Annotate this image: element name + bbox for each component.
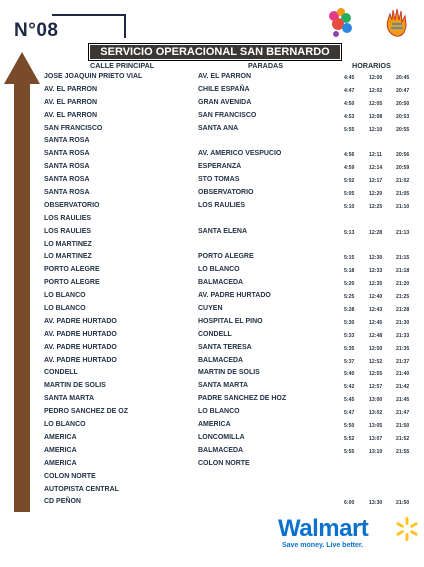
time-morning-cell: 5:33 [344,332,355,339]
time-midday-cell: 12:50 [369,345,383,352]
walmart-logo [278,515,418,555]
table-row [44,407,424,420]
time-morning-cell: 5:18 [344,268,355,275]
schedule-table [44,72,424,510]
time-evening-cell: 21:37 [396,358,410,365]
time-midday-cell: 12:05 [369,100,383,107]
time-evening-cell: 21:40 [396,371,410,378]
time-morning-cell: 4:53 [344,113,355,120]
street-cell: CD PEÑON [44,498,81,506]
stop-cell: SANTA ELENA [198,227,247,235]
table-row [44,446,424,459]
table-row [44,265,424,278]
time-midday-cell: 12:33 [369,268,383,275]
table-row [44,291,424,304]
street-cell: LO BLANCO [44,305,86,313]
time-midday-cell: 12:48 [369,332,383,339]
time-midday-cell: 13:10 [369,448,383,455]
time-midday-cell: 13:00 [369,397,383,404]
stop-cell: STO TOMAS [198,176,240,184]
time-midday-cell: 12:08 [369,113,383,120]
time-morning-cell: 5:20 [344,281,355,288]
street-cell: AV. PADRE HURTADO [44,317,117,325]
time-evening-cell: 21:18 [396,268,410,275]
time-morning-cell: 5:05 [344,191,355,198]
stop-cell: BALMACEDA [198,279,244,287]
time-morning-cell: 5:55 [344,448,355,455]
time-morning-cell: 5:10 [344,203,355,210]
stop-cell: LO BLANCO [198,408,240,416]
brand-tagline: Save money. Live better. [282,542,364,549]
street-cell: PORTO ALEGRE [44,279,100,287]
time-evening-cell: 21:28 [396,307,410,314]
time-morning-cell: 5:50 [344,423,355,430]
street-cell: SANTA ROSA [44,150,90,158]
time-morning-cell: 4:50 [344,100,355,107]
time-evening-cell: 21:25 [396,294,410,301]
time-midday-cell: 12:43 [369,307,383,314]
table-row [44,381,424,394]
stop-cell: LOS RAULIES [198,201,246,209]
time-morning-cell: 5:25 [344,294,355,301]
street-cell: MARTIN DE SOLIS [44,382,106,390]
time-morning-cell: 5:28 [344,307,355,314]
walmart-spark-icon [396,517,418,541]
street-cell: AUTOPISTA CENTRAL [44,485,119,493]
street-cell: OBSERVATORIO [44,201,100,209]
table-row [44,201,424,214]
partner-logo-icon [329,8,352,37]
street-cell: AMERICA [44,433,77,441]
time-evening-cell: 21:50 [396,423,410,430]
time-evening-cell: 20:53 [396,113,410,120]
time-evening-cell: 20:50 [396,100,410,107]
table-row [44,162,424,175]
street-cell: AMERICA [44,459,77,467]
time-midday-cell: 12:57 [369,384,383,391]
table-row [44,497,424,510]
table-row [44,227,424,240]
service-title-banner: SERVICIO OPERACIONAL SAN BERNARDO [88,43,342,61]
time-evening-cell: 20:59 [396,165,410,172]
time-evening-cell: 21:50 [396,500,410,507]
table-row [44,330,424,343]
time-midday-cell: 12:55 [369,371,383,378]
route-direction-arrow-icon [0,50,44,520]
stop-cell: ESPERANZA [198,163,242,171]
table-row [44,111,424,124]
stop-cell: GRAN AVENIDA [198,98,252,106]
table-row [44,72,424,85]
time-evening-cell: 21:33 [396,332,410,339]
time-morning-cell: 4:59 [344,165,355,172]
time-evening-cell: 21:35 [396,345,410,352]
stop-cell: AMERICA [198,421,231,429]
stop-cell: AV. EL PARRON [198,73,252,80]
table-row [44,149,424,162]
stop-cell: BALMACEDA [198,446,244,454]
time-morning-cell: 5:15 [344,255,355,262]
column-header-street: CALLE PRINCIPAL [90,61,155,70]
table-row [44,240,424,253]
time-midday-cell: 13:07 [369,435,383,442]
time-midday-cell: 13:30 [369,500,383,507]
time-morning-cell: 5:52 [344,435,355,442]
time-morning-cell: 5:35 [344,345,355,352]
time-evening-cell: 20:56 [396,152,410,159]
street-cell: LOS RAULIES [44,227,92,235]
street-cell: COLON NORTE [44,472,96,480]
stop-cell: LO BLANCO [198,266,240,274]
time-morning-cell: 6:00 [344,500,355,507]
header-bracket [52,14,126,16]
time-midday-cell: 12:02 [369,87,383,94]
table-row [44,175,424,188]
table-row [44,136,424,149]
time-evening-cell: 21:42 [396,384,410,391]
time-evening-cell: 21:47 [396,410,410,417]
time-evening-cell: 20:45 [396,75,410,81]
street-cell: CONDELL [44,369,78,377]
time-midday-cell: 12:35 [369,281,383,288]
table-row [44,433,424,446]
street-cell: AV. EL PARRON [44,85,98,93]
time-evening-cell: 21:15 [396,255,410,262]
time-morning-cell: 4:45 [344,75,355,81]
time-midday-cell: 12:10 [369,126,383,133]
time-midday-cell: 13:02 [369,410,383,417]
time-evening-cell: 21:20 [396,281,410,288]
street-cell: AV. EL PARRON [44,111,98,119]
street-cell: SAN FRANCISCO [44,124,103,132]
street-cell: AMERICA [44,446,77,454]
time-midday-cell: 12:40 [369,294,383,301]
table-row [44,317,424,330]
stop-cell: SANTA MARTA [198,382,249,390]
stop-cell: COLON NORTE [198,459,250,467]
time-evening-cell: 21:13 [396,229,410,236]
table-row [44,420,424,433]
stop-cell: OBSERVATORIO [198,189,254,197]
brand-name: Walmart [278,515,369,542]
street-cell: JOSE JOAQUIN PRIETO VIAL [44,73,143,80]
table-row [44,368,424,381]
hand-logo-icon [387,9,406,36]
time-morning-cell: 5:37 [344,358,355,365]
stop-cell: AV. AMERICO VESPUCIO [198,150,282,158]
street-cell: LOS RAULIES [44,214,92,222]
stop-cell: CUYEN [198,305,223,313]
time-morning-cell: 5:45 [344,397,355,404]
table-row [44,485,424,498]
column-header-times: HORARIOS [352,61,391,70]
column-header-stops: PARADAS [248,61,284,70]
table-row [44,124,424,137]
time-midday-cell: 12:45 [369,319,383,326]
street-cell: AV. PADRE HURTADO [44,356,117,364]
stop-cell: PORTO ALEGRE [198,253,254,261]
table-row [44,304,424,317]
table-row [44,472,424,485]
time-evening-cell: 21:02 [396,178,410,185]
street-cell: PORTO ALEGRE [44,266,100,274]
time-midday-cell: 12:17 [369,178,383,185]
time-midday-cell: 13:05 [369,423,383,430]
stop-cell: HOSPITAL EL PINO [198,317,263,325]
stop-cell: SANTA TERESA [198,343,252,351]
time-morning-cell: 5:42 [344,384,355,391]
street-cell: SANTA ROSA [44,137,90,145]
street-cell: SANTA ROSA [44,163,90,171]
time-morning-cell: 5:30 [344,319,355,326]
stop-cell: SANTA ANA [198,124,239,132]
street-cell: PEDRO SANCHEZ DE OZ [44,408,129,416]
stop-cell: BALMACEDA [198,356,244,364]
time-morning-cell: 5:47 [344,410,355,417]
time-evening-cell: 21:45 [396,397,410,404]
table-row [44,214,424,227]
street-cell: SANTA ROSA [44,189,90,197]
time-morning-cell: 4:47 [344,87,355,94]
stop-cell: LONCOMILLA [198,433,245,441]
street-cell: AV. PADRE HURTADO [44,330,117,338]
table-row [44,356,424,369]
header-bracket-drop [124,14,126,38]
time-midday-cell: 12:52 [369,358,383,365]
time-midday-cell: 12:11 [369,152,382,159]
table-row [44,98,424,111]
street-cell: AV. PADRE HURTADO [44,343,117,351]
route-number: N°08 [14,20,59,41]
street-cell: LO BLANCO [44,421,86,429]
stop-cell: SAN FRANCISCO [198,111,257,119]
stop-cell: MARTIN DE SOLIS [198,369,260,377]
stop-cell: CONDELL [198,330,232,338]
time-midday-cell: 12:00 [369,75,383,81]
time-evening-cell: 20:47 [396,87,410,94]
table-row [44,459,424,472]
time-evening-cell: 20:55 [396,126,410,133]
time-morning-cell: 4:56 [344,152,355,159]
time-morning-cell: 5:13 [344,229,355,236]
time-midday-cell: 12:28 [369,229,383,236]
time-midday-cell: 12:14 [369,165,383,172]
time-evening-cell: 21:52 [396,435,410,442]
table-row [44,394,424,407]
time-midday-cell: 12:20 [369,191,383,198]
time-evening-cell: 21:05 [396,191,410,198]
table-row [44,278,424,291]
stop-cell: AV. PADRE HURTADO [198,292,271,300]
street-cell: LO BLANCO [44,292,86,300]
street-cell: LO MARTINEZ [44,240,92,248]
street-cell: AV. EL PARRON [44,98,98,106]
stop-cell: PADRE SANCHEZ DE HOZ [198,395,287,403]
street-cell: SANTA ROSA [44,176,90,184]
street-cell: SANTA MARTA [44,395,95,403]
time-evening-cell: 21:10 [396,203,410,210]
time-evening-cell: 21:55 [396,448,410,455]
table-row [44,85,424,98]
table-row [44,188,424,201]
street-cell: LO MARTINEZ [44,253,92,261]
time-morning-cell: 5:40 [344,371,355,378]
partner-logos [328,6,418,42]
table-row [44,343,424,356]
time-morning-cell: 5:55 [344,126,355,133]
stop-cell: CHILE ESPAÑA [198,85,250,93]
time-midday-cell: 12:30 [369,255,383,262]
time-morning-cell: 5:02 [344,178,355,185]
time-midday-cell: 12:25 [369,203,383,210]
time-evening-cell: 21:30 [396,319,410,326]
table-row [44,252,424,265]
